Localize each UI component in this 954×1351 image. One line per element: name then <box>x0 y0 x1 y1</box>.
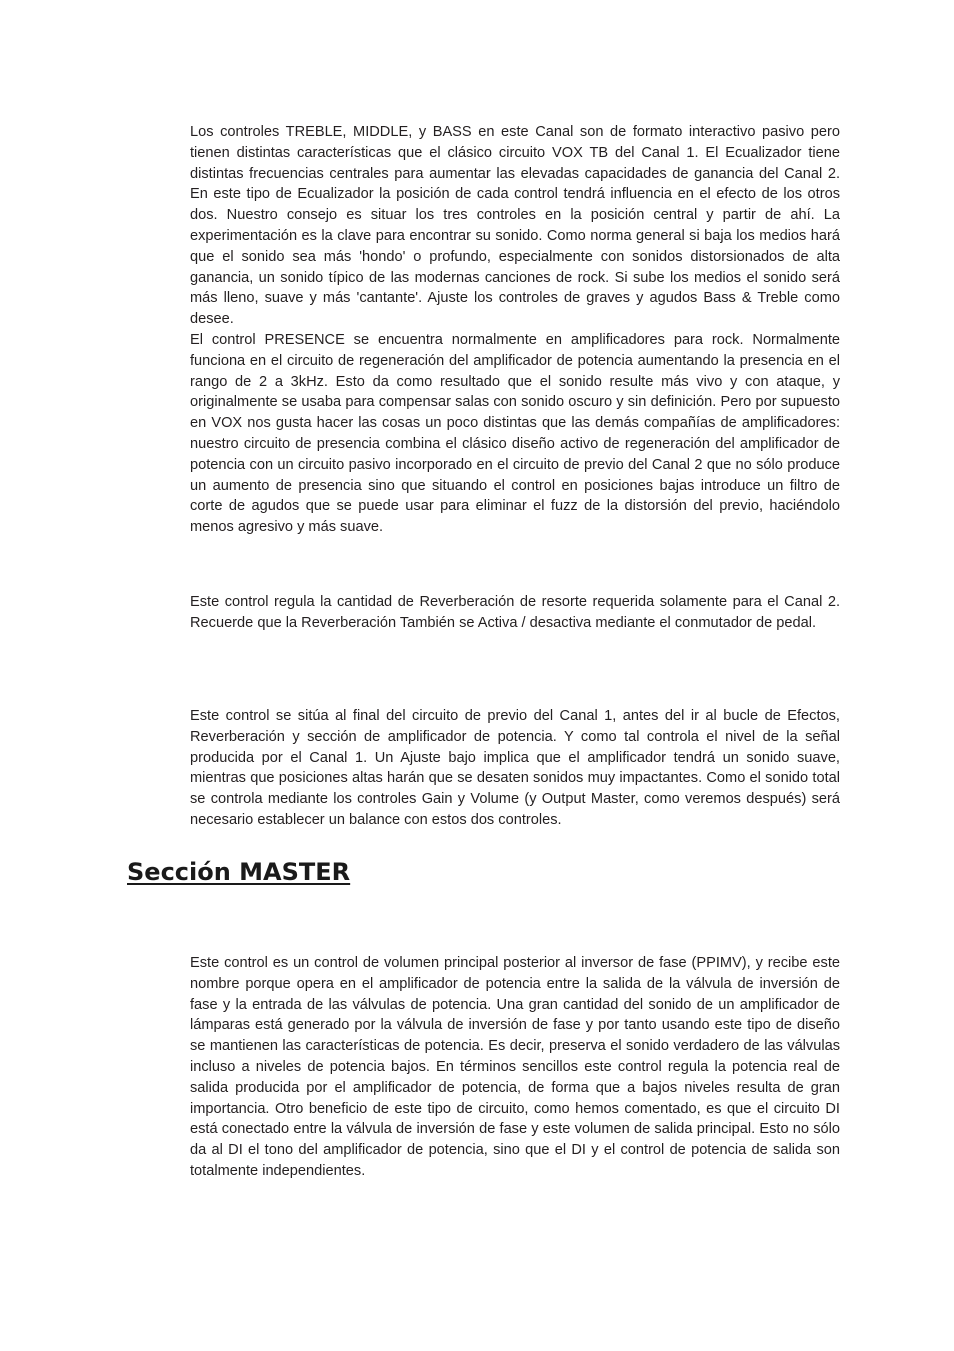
paragraph-channel1-volume: Este control se sitúa al final del circuito de previo del Canal 1, antes del ir al bucle de Efectos, Reverberación y sección de amplificador de potencia. Y como tal controla el nivel de la señal producida por el Canal 1. Un Ajuste bajo implica que el amplificador tendrá un sonido suave, mientras que posiciones altas harán que se desaten sonidos muy impactantes. Como el sonido total se controla mediante los controles Gain y Volume (y Output Master, como veremos después) será necesario establecer un balance con estos dos controles. <box>190 708 840 828</box>
paragraph-presence-control: El control PRESENCE se encuentra normalmente en amplificadores para rock. Normalmente funciona en el circuito de regeneración del amplificador de potencia aumentando la presencia en el rango de 2 a 3kHz. Esto da como resultado que el sonido resulte más vivo y con ataque, y originalmente se usaba para compensar salas con sonido oscuro y sin definición. Pero por supuesto en VOX nos gusta hacer las cosas un poco distintas que las demás compañías de amplificadores: nuestro circuito de presencia combina el clásico diseño activo de regeneración del amplificador de potencia con un circuito pasivo incorporado en el circuito de previo del Canal 2 que no sólo produce un aumento de presencia sino que situando el control en posiciones bajas introduce un filtro de corte de agudos que se puede usar para eliminar el fuzz de la distorsión del previo, haciéndolo menos agresivo y más suave. <box>190 332 840 536</box>
section-heading-master: Sección MASTER <box>127 858 351 886</box>
paragraph-reverb-control: Este control regula la cantidad de Reverberación de resorte requerida solamente para el Canal 2. Recuerde que la Reverberación También se Activa / desactiva mediante el conmutador de pedal. <box>190 594 840 631</box>
paragraph-eq-controls: Los controles TREBLE, MIDDLE, y BASS en este Canal son de formato interactivo pasivo pero tienen distintas características que el clásico circuito VOX TB del Canal 1. El Ecualizador tiene distintas frecuencias centrales para aumentar las elevadas capacidades de ganancia del Canal 2. En este tipo de Ecualizador la posición de cada control tendrá influencia en el efecto de los otros dos. Nuestro consejo es situar los tres controles en la posición central y partir de ahí. La experimentación es la clave para encontrar su sonido. Como norma general si baja los medios hará que el sonido sea más 'hondo' o profundo, especialmente con sonidos distorsionados de alta ganancia, un sonido típico de las modernas canciones de rock. Si sube los medios el sonido será más lleno, suave y más 'cantante'. Ajuste los controles de graves y agudos Bass & Treble como desee. <box>190 124 840 328</box>
paragraph-output-master: Este control es un control de volumen principal posterior al inversor de fase (PPIMV), y recibe este nombre porque opera en el amplificador de potencia entre la salida de la válvula de inversión de fase y la entrada de las válvulas de potencia. Una gran cantidad del sonido de un amplificador de lámparas está generado por la válvula de inversión de fase y por tanto usando este tipo de diseño se mantienen las características de potencia. Es decir, preserva el sonido verdadero de las válvulas incluso a niveles de potencia bajos. En términos sencillos este control regula la potencia real de salida producida por el amplificador de potencia, de forma que a bajos niveles resulta de gran importancia. Otro beneficio de este tipo de circuito, como hemos comentado, es que el circuito DI está conectado entre la válvula de inversión de fase y este volumen de salida principal. Esto no sólo da al DI el tono del amplificador de potencia, sino que el DI y el control de potencia de salida son totalmente independientes. <box>190 955 840 1179</box>
